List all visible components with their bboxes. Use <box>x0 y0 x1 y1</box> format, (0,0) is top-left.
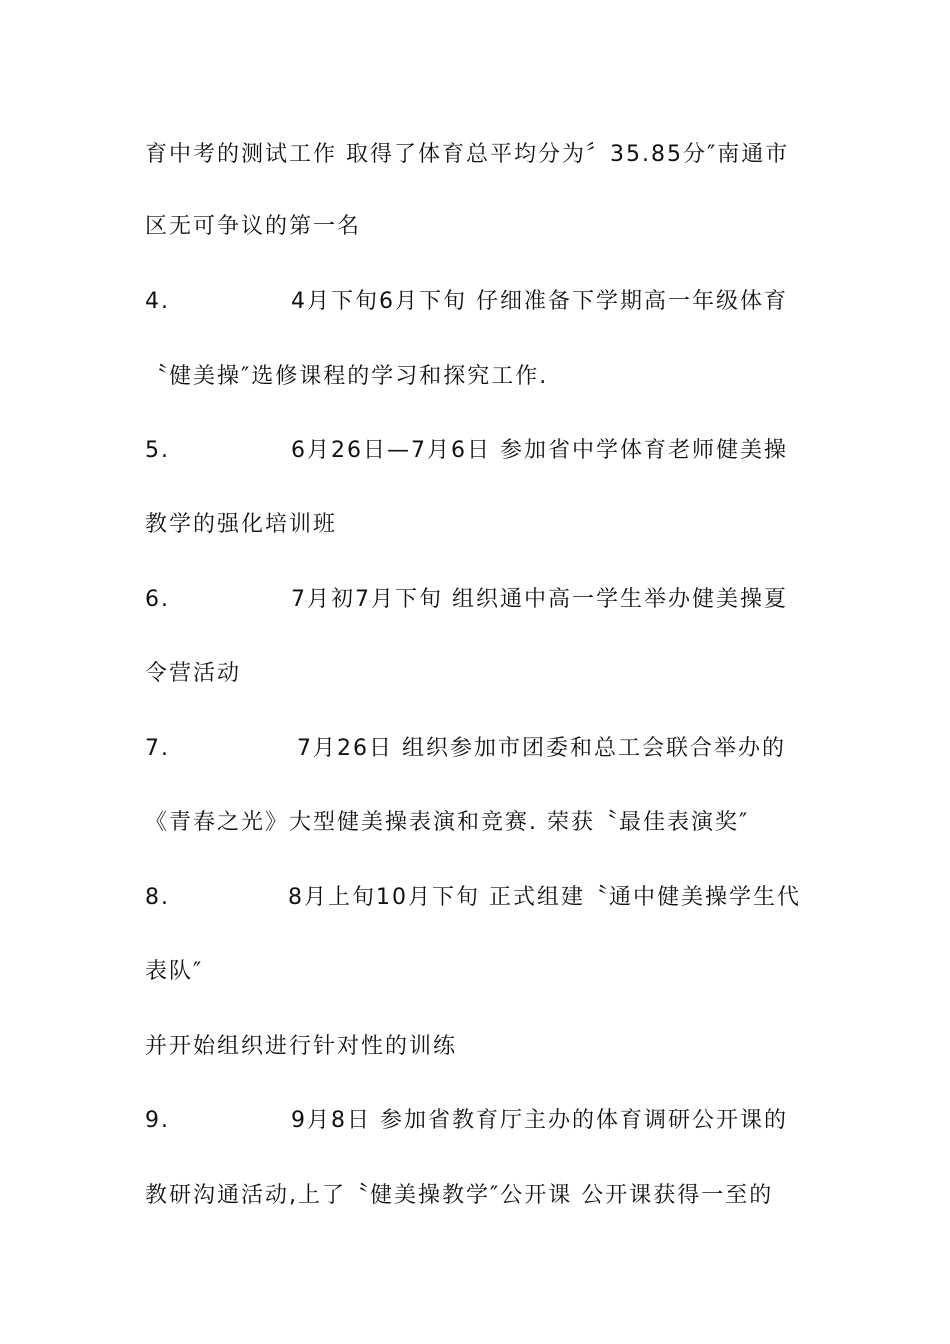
list-item-number: 4. <box>145 289 170 314</box>
list-item-text: 6月26日—7月6日 参加省中学体育老师健美操 <box>291 438 788 463</box>
text-line: 育中考的测试工作 取得了体育总平均分为〞35.85分″南通市 <box>145 142 790 167</box>
list-item-number: 6. <box>145 587 170 612</box>
text-line: 〝健美操″选修课程的学习和探究工作. <box>145 364 549 389</box>
list-item-text: 7月初7月下旬 组织通中高一学生举办健美操夏 <box>291 587 788 612</box>
list-item-text: 4月下旬6月下旬 仔细准备下学期高一年级体育 <box>291 289 788 314</box>
list-item-number: 8. <box>145 885 170 910</box>
text-line: 令营活动 <box>145 661 242 686</box>
text-line: 并开始组织进行针对性的训练 <box>145 1034 458 1059</box>
text-line: 教学的强化培训班 <box>145 512 338 537</box>
text-line: 区无可争议的第一名 <box>145 214 362 239</box>
text-line: 表队″ <box>145 959 204 984</box>
list-item-text: 8月上旬10月下旬 正式组建〝通中健美操学生代 <box>288 885 801 910</box>
list-item-number: 7. <box>145 736 170 761</box>
text-line: 教研沟通活动,上了〝健美操教学″公开课 公开课获得一至的 <box>145 1183 774 1208</box>
list-item-number: 9. <box>145 1108 170 1133</box>
list-item-number: 5. <box>145 438 170 463</box>
text-line: 《青春之光》大型健美操表演和竞赛. 荣获〝最佳表演奖″ <box>145 810 750 835</box>
list-item-text: 7月26日 组织参加市团委和总工会联合举办的 <box>297 736 786 761</box>
list-item-text: 9月8日 参加省教育厅主办的体育调研公开课的 <box>291 1108 788 1133</box>
